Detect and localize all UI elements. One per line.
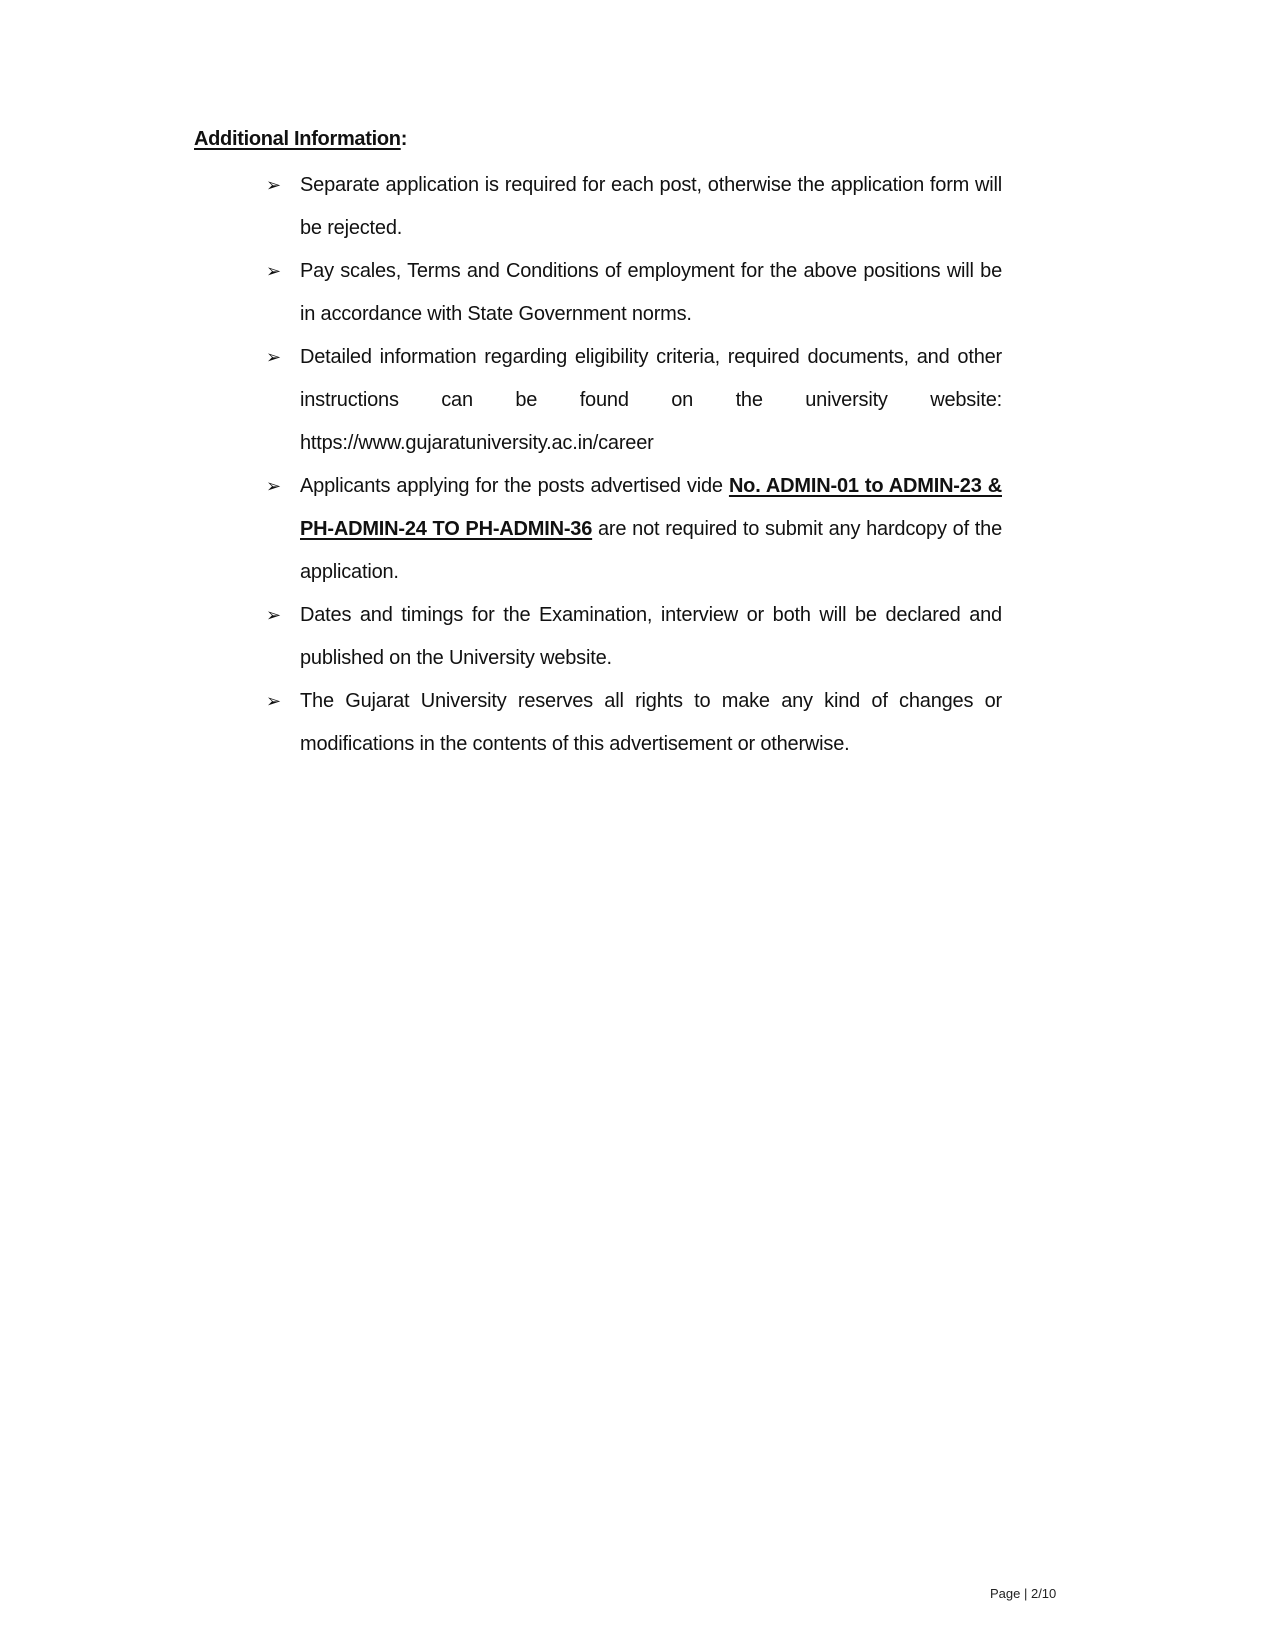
page-number-footer: Page | 2/10	[990, 1586, 1057, 1601]
list-item	[266, 164, 1002, 250]
arrow-bullet-icon: ➢	[266, 691, 281, 711]
heading-text: Additional Information	[194, 128, 401, 150]
item-text-after: are not required to submit any hardcopy of the application.	[300, 518, 1002, 583]
list-item	[266, 594, 1002, 680]
additional-info-list	[266, 164, 1002, 766]
arrow-bullet-icon: ➢	[266, 476, 281, 496]
item-text: Pay scales, Terms and Conditions of employment for the above positions will be in accordance with State Government norms.	[300, 260, 1002, 325]
list-item	[266, 680, 1002, 766]
heading-colon: :	[400, 128, 408, 150]
list-item	[266, 250, 1002, 336]
item-text: Detailed information regarding eligibility criteria, required documents, and other instructions can be found on the university website: https://www.gujaratuniversity.ac.in/career	[300, 346, 1002, 454]
item-text: Separate application is required for each post, otherwise the application form will be rejected.	[300, 174, 1002, 239]
advertisement-number-reference: No. ADMIN-01 to ADMIN-23 & PH-ADMIN-24 TO PH-ADMIN-36	[300, 475, 1002, 540]
list-item	[266, 465, 1002, 594]
item-text: Dates and timings for the Examination, interview or both will be declared and published on the University website.	[300, 604, 1002, 669]
item-text-before: Applicants applying for the posts advertised vide	[300, 475, 729, 497]
list-item	[266, 336, 1002, 465]
arrow-bullet-icon: ➢	[266, 347, 281, 367]
item-text: The Gujarat University reserves all rights to make any kind of changes or modifications in the contents of this advertisement or otherwise.	[300, 690, 1002, 755]
section-heading	[194, 128, 407, 151]
arrow-bullet-icon: ➢	[266, 605, 281, 625]
arrow-bullet-icon: ➢	[266, 261, 281, 281]
arrow-bullet-icon: ➢	[266, 175, 281, 195]
